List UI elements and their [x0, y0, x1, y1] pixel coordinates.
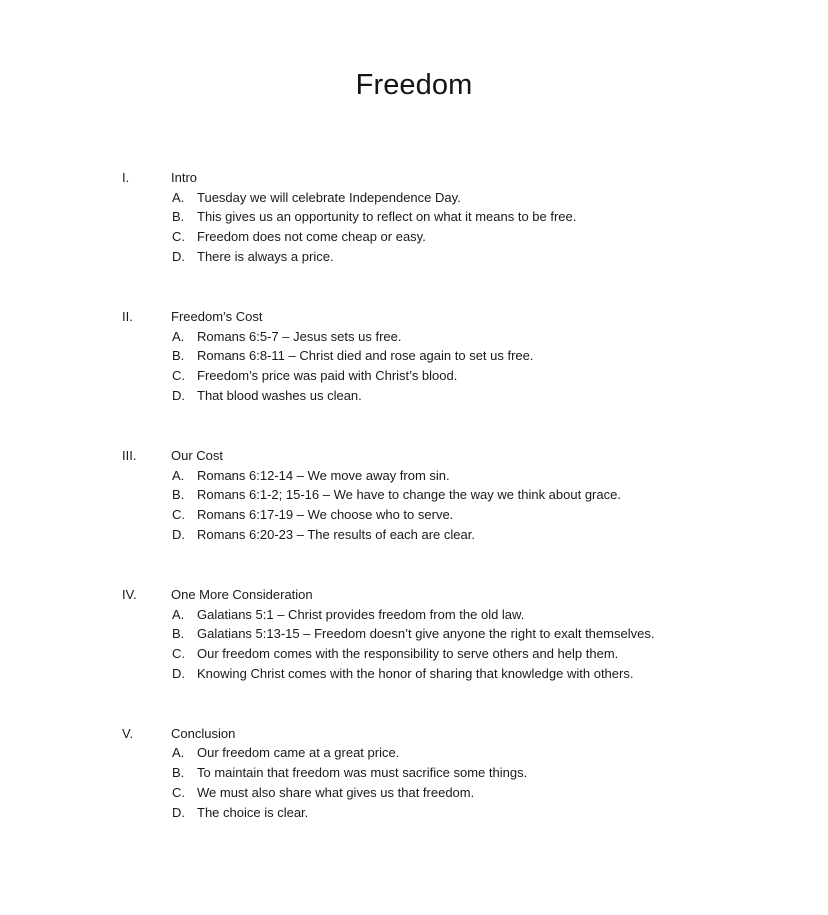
subitem-marker: C. — [172, 229, 185, 245]
subitem-marker: A. — [172, 606, 185, 622]
subitem-marker: B. — [172, 765, 185, 781]
subitem-text: Galatians 5:13-15 – Freedom doesn’t give anyone the right to exalt themselves. — [197, 626, 655, 642]
subitem-marker: D. — [172, 665, 185, 681]
outline-subitem — [0, 525, 828, 545]
outline-section — [0, 446, 828, 544]
outline-subitem — [0, 624, 828, 644]
outline-subitem — [0, 485, 828, 505]
subitem-text: Our freedom came at a great price. — [197, 745, 400, 761]
section-heading-label: One More Consideration — [171, 586, 313, 602]
outline-list — [0, 168, 828, 822]
subitem-marker: C. — [172, 784, 185, 800]
section-numeral: III. — [122, 447, 137, 463]
subitem-marker: D. — [172, 387, 185, 403]
section-subitems — [0, 327, 828, 406]
section-heading-label: Conclusion — [171, 725, 236, 741]
subitem-text: Galatians 5:1 – Christ provides freedom from the old law. — [197, 606, 525, 622]
subitem-text: Freedom does not come cheap or easy. — [197, 229, 426, 245]
subitem-marker: B. — [172, 209, 185, 225]
outline-subitem — [0, 366, 828, 386]
subitem-text: That blood washes us clean. — [197, 387, 362, 403]
section-numeral: I. — [122, 170, 130, 185]
outline-subitem — [0, 763, 828, 783]
subitem-text: Romans 6:8-11 – Christ died and rose again to set us free. — [197, 348, 534, 364]
subitem-marker: C. — [172, 506, 185, 522]
subitem-text: This gives us an opportunity to reflect on what it means to be free. — [197, 209, 577, 225]
section-subitems — [0, 188, 828, 267]
outline-subitem — [0, 227, 828, 247]
outline-subitem — [0, 605, 828, 625]
section-heading-row — [0, 585, 828, 605]
subitem-text: There is always a price. — [197, 248, 334, 264]
section-heading-row — [0, 307, 828, 327]
outline-subitem — [0, 743, 828, 763]
subitem-marker: C. — [172, 368, 185, 383]
outline-subitem — [0, 783, 828, 803]
outline-subitem — [0, 505, 828, 525]
outline-subitem — [0, 644, 828, 664]
section-numeral: IV. — [122, 586, 137, 602]
section-numeral: II. — [122, 308, 133, 324]
subitem-text: Freedom’s price was paid with Christ’s blood. — [197, 368, 458, 383]
outline-section — [0, 168, 828, 266]
outline-section — [0, 724, 828, 822]
subitem-marker: C. — [172, 645, 185, 661]
subitem-text: Romans 6:5-7 – Jesus sets us free. — [197, 328, 402, 344]
outline-subitem — [0, 346, 828, 366]
outline-section — [0, 585, 828, 683]
subitem-marker: B. — [172, 487, 185, 503]
outline-subitem — [0, 664, 828, 684]
outline-subitem — [0, 466, 828, 486]
section-heading-label: Intro — [171, 170, 198, 185]
section-heading-label: Our Cost — [171, 447, 224, 463]
subitem-text: Romans 6:20-23 – The results of each are clear. — [197, 526, 475, 542]
outline-subitem — [0, 803, 828, 823]
subitem-marker: B. — [172, 348, 185, 364]
outline-subitem — [0, 386, 828, 406]
subitem-text: We must also share what gives us that freedom. — [197, 784, 475, 800]
outline-subitem — [0, 247, 828, 267]
subitem-marker: B. — [172, 626, 185, 642]
subitem-text: Romans 6:17-19 – We choose who to serve. — [197, 506, 454, 522]
subitem-text: Romans 6:1-2; 15-16 – We have to change the way we think about grace. — [197, 487, 621, 503]
section-heading-row — [0, 168, 828, 188]
subitem-text: Our freedom comes with the responsibility to serve others and help them. — [197, 645, 619, 661]
section-subitems — [0, 466, 828, 545]
subitem-marker: D. — [172, 804, 185, 820]
subitem-marker: A. — [172, 467, 185, 483]
section-numeral: V. — [122, 725, 134, 741]
subitem-marker: D. — [172, 248, 185, 264]
section-subitems — [0, 743, 828, 822]
page-title: Freedom — [355, 69, 473, 101]
subitem-text: Tuesday we will celebrate Independence Day. — [197, 189, 461, 205]
subitem-marker: A. — [172, 328, 185, 344]
section-subitems — [0, 605, 828, 684]
subitem-marker: D. — [172, 526, 185, 542]
section-heading-row — [0, 724, 828, 744]
subitem-marker: A. — [172, 745, 185, 761]
subitem-text: Knowing Christ comes with the honor of sharing that knowledge with others. — [197, 665, 634, 681]
subitem-text: The choice is clear. — [197, 804, 309, 820]
outline-subitem — [0, 207, 828, 227]
section-heading-row — [0, 446, 828, 466]
subitem-text: To maintain that freedom was must sacrifice some things. — [197, 765, 528, 781]
outline-subitem — [0, 188, 828, 208]
section-heading-label: Freedom’s Cost — [171, 308, 263, 324]
subitem-text: Romans 6:12-14 – We move away from sin. — [197, 467, 450, 483]
subitem-marker: A. — [172, 189, 185, 205]
outline-subitem — [0, 327, 828, 347]
outline-section — [0, 307, 828, 405]
